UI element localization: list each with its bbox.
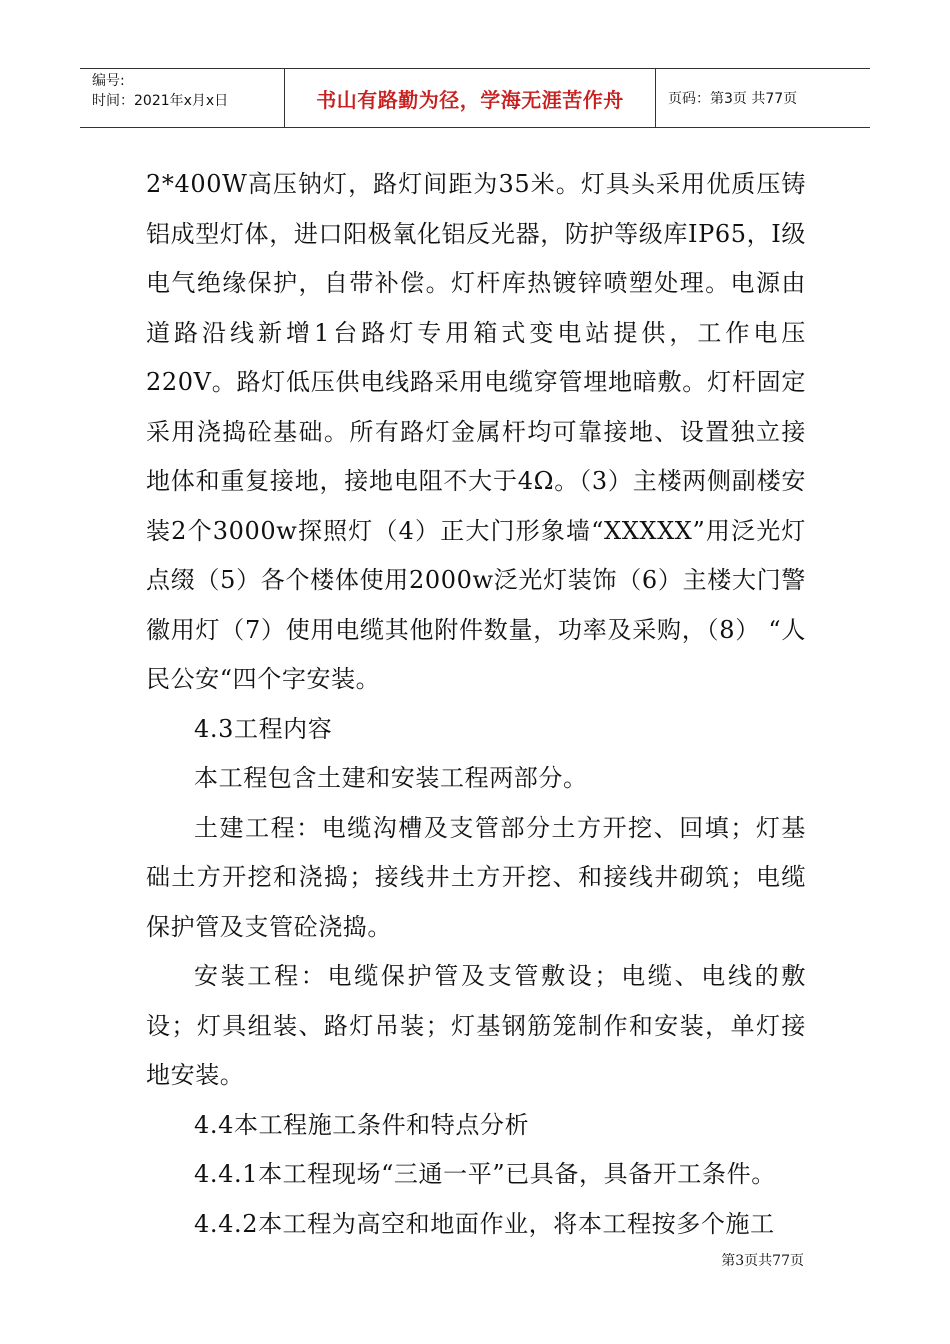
page-footer: 第3页共77页 bbox=[721, 1253, 804, 1269]
document-date-label: 时间：2021年x月x日 bbox=[92, 93, 229, 109]
header-motto: 书山有路勤为径，学海无涯苦作舟 bbox=[284, 69, 656, 127]
section-heading-4-3: 4.3工程内容 bbox=[194, 714, 333, 743]
document-number-label: 编号: bbox=[92, 73, 125, 89]
body-paragraph-installation-works: 安装工程：电缆保护管及支管敷设；电缆、电线的敷设；灯具组装、路灯吊装；灯基钢筋笼制作和安装，单灯接地安装。 bbox=[146, 962, 806, 1089]
header-meta bbox=[80, 69, 284, 127]
body-paragraph-2: 本工程包含土建和安装工程两部分。 bbox=[194, 764, 588, 792]
document-body bbox=[146, 160, 806, 1249]
page-header bbox=[80, 68, 870, 128]
section-item-4-4-1: 4.4.1本工程现场“三通一平”已具备，具备开工条件。 bbox=[194, 1160, 776, 1188]
header-page-label: 页码：第3页 共77页 bbox=[668, 91, 798, 107]
body-paragraph-1: 2*400W高压钠灯，路灯间距为35米。灯具头采用优质压铸铝成型灯体，进口阳极氧化铝反光器，防护等级库IP65，I级电气绝缘保护，自带补偿。灯杆库热镀锌喷塑处理。电源由道路沿线新增1台路灯专用箱式变电站提供，工作电压220V。路灯低压供电线路采用电缆穿管埋地暗敷。灯杆固定采用浇捣砼基础。所有路灯金属杆均可靠接地、设置独立接地体和重复接地，接地电阻不大于4Ω。（3）主楼两侧副楼安装2个3000w探照灯（4）正大门形象墙“XXXXX”用泛光灯点缀（5）各个楼体使用2000w泛光灯装饰（6）主楼大门警徽用灯（7）使用电缆其他附件数量，功率及采购，（8） “人民公安“四个字安装。 bbox=[146, 170, 806, 693]
section-heading-4-4: 4.4本工程施工条件和特点分析 bbox=[194, 1110, 530, 1139]
body-paragraph-civil-works: 土建工程：电缆沟槽及支管部分土方开挖、回填；灯基础土方开挖和浇捣；接线井土方开挖、和接线井砌筑；电缆保护管及支管砼浇捣。 bbox=[146, 813, 806, 941]
section-item-4-4-2: 4.4.2本工程为高空和地面作业，将本工程按多个施工 bbox=[194, 1209, 775, 1238]
